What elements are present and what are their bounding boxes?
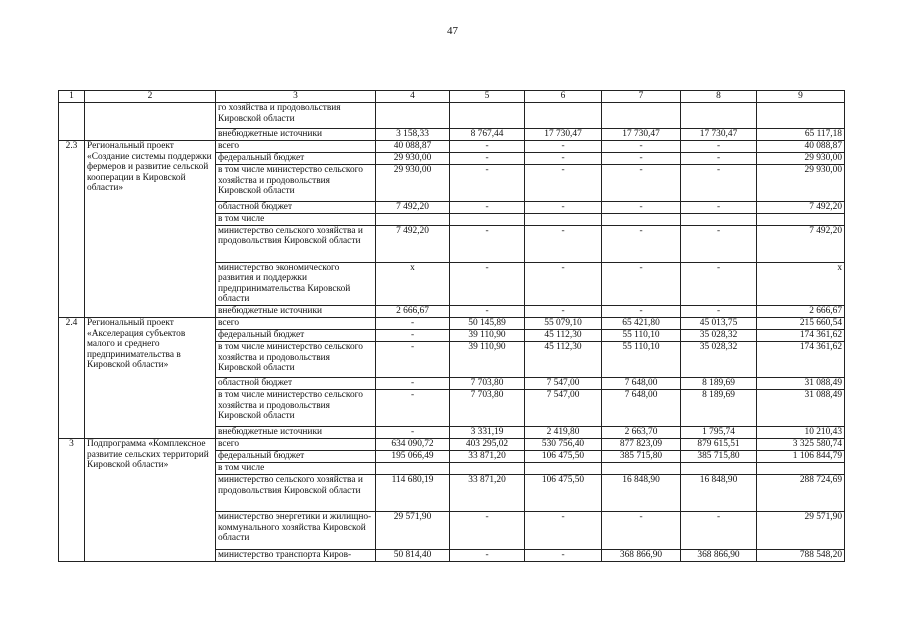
header-cell: 1 [59, 91, 85, 103]
funding-source-cell: внебюджетные источники [216, 129, 376, 141]
amount-cell: 7 547,00 [525, 377, 602, 389]
amount-cell: 7 492,20 [757, 202, 845, 214]
amount-cell [602, 462, 681, 474]
amount-cell: - [681, 305, 757, 317]
funding-source-cell: в том числе министерство сельского хозяйства и продовольствия Кировской области [216, 165, 376, 202]
amount-cell: 35 028,32 [681, 341, 757, 377]
amount-cell: 368 866,90 [681, 549, 757, 561]
amount-cell: 40 088,87 [376, 141, 450, 153]
amount-cell: - [450, 305, 525, 317]
program-name-cell: Подпрограмма «Комплексное развитие сельских территорий Кировской области» [85, 438, 216, 561]
amount-cell: 3 331,19 [450, 426, 525, 438]
amount-cell: 106 475,50 [525, 450, 602, 462]
amount-cell: - [681, 202, 757, 214]
amount-cell: 16 848,90 [602, 474, 681, 511]
table-row [59, 103, 845, 129]
amount-cell: - [525, 305, 602, 317]
amount-cell: - [525, 153, 602, 165]
amount-cell: - [602, 202, 681, 214]
amount-cell: 45 013,75 [681, 317, 757, 329]
funding-source-cell: внебюджетные источники [216, 426, 376, 438]
page-number: 47 [447, 25, 458, 37]
amount-cell: 17 730,47 [681, 129, 757, 141]
amount-cell: 17 730,47 [525, 129, 602, 141]
amount-cell: 55 110,10 [602, 341, 681, 377]
funding-source-cell: в том числе [216, 214, 376, 226]
amount-cell: 55 110,10 [602, 329, 681, 341]
amount-cell [376, 462, 450, 474]
amount-cell: 65 117,18 [757, 129, 845, 141]
amount-cell: 65 421,80 [602, 317, 681, 329]
table-row [59, 141, 845, 153]
amount-cell: - [376, 377, 450, 389]
funding-source-cell: внебюджетные источники [216, 305, 376, 317]
amount-cell: - [525, 202, 602, 214]
amount-cell: 174 361,62 [757, 329, 845, 341]
funding-source-cell: министерство сельского хозяйства и продовольствия Кировской области [216, 225, 376, 262]
amount-cell: 368 866,90 [602, 549, 681, 561]
header-cell: 2 [85, 91, 216, 103]
program-name-cell: Региональный проект «Акселерация субъектов малого и среднего предпринимательства в Кировской области» [85, 317, 216, 438]
funding-source-cell: в том числе [216, 462, 376, 474]
header-cell: 8 [681, 91, 757, 103]
amount-cell: 7 547,00 [525, 389, 602, 426]
amount-cell: 40 088,87 [757, 141, 845, 153]
table-row [59, 438, 845, 450]
amount-cell [681, 462, 757, 474]
amount-cell: х [376, 262, 450, 305]
amount-cell: - [450, 549, 525, 561]
amount-cell: 2 663,70 [602, 426, 681, 438]
amount-cell: 33 871,20 [450, 450, 525, 462]
amount-cell: 174 361,62 [757, 341, 845, 377]
amount-cell: - [525, 141, 602, 153]
amount-cell: - [602, 225, 681, 262]
funding-source-cell: го хозяйства и продовольствия Кировской области [216, 103, 376, 129]
amount-cell: 31 088,49 [757, 377, 845, 389]
amount-cell: 50 145,89 [450, 317, 525, 329]
amount-cell: 55 079,10 [525, 317, 602, 329]
row-number-cell: 2.4 [59, 317, 85, 438]
budget-table [58, 90, 845, 562]
header-cell: 5 [450, 91, 525, 103]
funding-source-cell: областной бюджет [216, 377, 376, 389]
funding-source-cell: министерство энергетики и жилищно-коммунального хозяйства Кировской области [216, 511, 376, 549]
amount-cell: 1 106 844,79 [757, 450, 845, 462]
amount-cell: 8 767,44 [450, 129, 525, 141]
amount-cell: 385 715,80 [602, 450, 681, 462]
funding-source-cell: в том числе министерство сельского хозяйства и продовольствия Кировской области [216, 389, 376, 426]
amount-cell: 106 475,50 [525, 474, 602, 511]
funding-source-cell: министерство сельского хозяйства и продовольствия Кировской области [216, 474, 376, 511]
row-number-cell [59, 103, 85, 141]
amount-cell [757, 103, 845, 129]
amount-cell: 7 492,20 [376, 202, 450, 214]
amount-cell: 215 660,54 [757, 317, 845, 329]
amount-cell: - [602, 141, 681, 153]
amount-cell: - [681, 262, 757, 305]
amount-cell: 7 648,00 [602, 389, 681, 426]
amount-cell [681, 103, 757, 129]
amount-cell: 3 158,33 [376, 129, 450, 141]
amount-cell [681, 214, 757, 226]
amount-cell: 8 189,69 [681, 389, 757, 426]
funding-source-cell: федеральный бюджет [216, 153, 376, 165]
amount-cell: - [450, 225, 525, 262]
amount-cell: 195 066,49 [376, 450, 450, 462]
amount-cell: 45 112,30 [525, 329, 602, 341]
amount-cell: - [376, 317, 450, 329]
amount-cell: 29 571,90 [757, 511, 845, 549]
amount-cell: 17 730,47 [602, 129, 681, 141]
funding-source-cell: в том числе министерство сельского хозяйства и продовольствия Кировской области [216, 341, 376, 377]
amount-cell: 16 848,90 [681, 474, 757, 511]
amount-cell: 29 930,00 [757, 165, 845, 202]
amount-cell: 288 724,69 [757, 474, 845, 511]
amount-cell [602, 103, 681, 129]
amount-cell: 3 325 580,74 [757, 438, 845, 450]
amount-cell: 35 028,32 [681, 329, 757, 341]
amount-cell [376, 214, 450, 226]
amount-cell: - [450, 141, 525, 153]
amount-cell: - [376, 426, 450, 438]
amount-cell: 39 110,90 [450, 329, 525, 341]
funding-source-cell: всего [216, 317, 376, 329]
amount-cell: - [602, 153, 681, 165]
amount-cell: 2 419,80 [525, 426, 602, 438]
amount-cell: - [525, 165, 602, 202]
amount-cell: 31 088,49 [757, 389, 845, 426]
amount-cell: - [681, 153, 757, 165]
amount-cell: 39 110,90 [450, 341, 525, 377]
amount-cell: - [450, 202, 525, 214]
row-number-cell: 2.3 [59, 141, 85, 318]
amount-cell: 1 795,74 [681, 426, 757, 438]
amount-cell: - [525, 511, 602, 549]
amount-cell: 8 189,69 [681, 377, 757, 389]
amount-cell: 877 823,09 [602, 438, 681, 450]
amount-cell: - [376, 341, 450, 377]
header-cell: 6 [525, 91, 602, 103]
program-name-cell [85, 103, 216, 141]
amount-cell: 7 648,00 [602, 377, 681, 389]
header-cell: 3 [216, 91, 376, 103]
amount-cell: 634 090,72 [376, 438, 450, 450]
amount-cell: 385 715,80 [681, 450, 757, 462]
amount-cell: 788 548,20 [757, 549, 845, 561]
amount-cell: - [681, 511, 757, 549]
amount-cell: - [525, 225, 602, 262]
amount-cell: - [376, 329, 450, 341]
amount-cell: - [681, 225, 757, 262]
header-cell: 7 [602, 91, 681, 103]
amount-cell: 10 210,43 [757, 426, 845, 438]
amount-cell: - [450, 262, 525, 305]
amount-cell: - [681, 141, 757, 153]
amount-cell: 2 666,67 [757, 305, 845, 317]
header-cell: 4 [376, 91, 450, 103]
funding-source-cell: всего [216, 141, 376, 153]
amount-cell: 7 492,20 [757, 225, 845, 262]
amount-cell: - [450, 153, 525, 165]
funding-source-cell: всего [216, 438, 376, 450]
amount-cell: - [525, 262, 602, 305]
amount-cell [450, 103, 525, 129]
amount-cell: 530 756,40 [525, 438, 602, 450]
amount-cell [450, 214, 525, 226]
amount-cell: - [602, 262, 681, 305]
amount-cell: - [602, 305, 681, 317]
row-number-cell: 3 [59, 438, 85, 561]
amount-cell [757, 214, 845, 226]
amount-cell: 45 112,30 [525, 341, 602, 377]
amount-cell: - [376, 389, 450, 426]
amount-cell [525, 462, 602, 474]
amount-cell: - [450, 165, 525, 202]
program-name-cell: Региональный проект «Создание системы поддержки фермеров и развитие сельской кооперации в Кировской области» [85, 141, 216, 318]
amount-cell: - [525, 549, 602, 561]
amount-cell: 7 703,80 [450, 389, 525, 426]
amount-cell: - [602, 165, 681, 202]
amount-cell [602, 214, 681, 226]
amount-cell: 403 295,02 [450, 438, 525, 450]
amount-cell: 2 666,67 [376, 305, 450, 317]
amount-cell [376, 103, 450, 129]
amount-cell: - [602, 511, 681, 549]
amount-cell: 114 680,19 [376, 474, 450, 511]
amount-cell: 7 492,20 [376, 225, 450, 262]
amount-cell [450, 462, 525, 474]
amount-cell: 29 571,90 [376, 511, 450, 549]
amount-cell: 29 930,00 [757, 153, 845, 165]
amount-cell [525, 103, 602, 129]
amount-cell: х [757, 262, 845, 305]
funding-source-cell: федеральный бюджет [216, 450, 376, 462]
amount-cell: - [681, 165, 757, 202]
amount-cell: 29 930,00 [376, 153, 450, 165]
funding-source-cell: министерство транспорта Киров- [216, 549, 376, 561]
table-row [59, 317, 845, 329]
amount-cell: 50 814,40 [376, 549, 450, 561]
header-cell: 9 [757, 91, 845, 103]
funding-source-cell: министерство экономического развития и поддержки предпринимательства Кировской области [216, 262, 376, 305]
funding-source-cell: областной бюджет [216, 202, 376, 214]
funding-source-cell: федеральный бюджет [216, 329, 376, 341]
amount-cell: 33 871,20 [450, 474, 525, 511]
amount-cell [525, 214, 602, 226]
amount-cell: 879 615,51 [681, 438, 757, 450]
amount-cell: 7 703,80 [450, 377, 525, 389]
header-row [59, 91, 845, 103]
amount-cell: - [450, 511, 525, 549]
amount-cell: 29 930,00 [376, 165, 450, 202]
amount-cell [757, 462, 845, 474]
